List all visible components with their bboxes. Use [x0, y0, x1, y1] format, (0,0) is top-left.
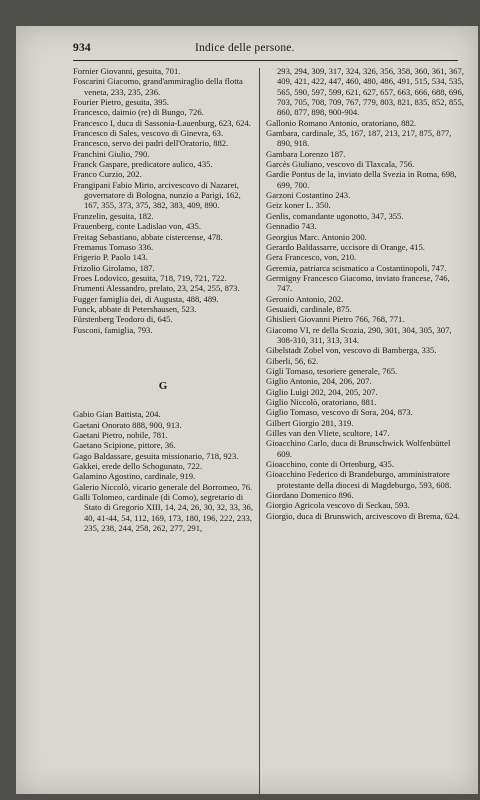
index-entry: Gago Baldassare, gesuita missionario, 718, 923. [73, 450, 239, 461]
index-entry: Gioacchino Federico di Brandeburgo, amministratore protestante della diocesi di Magdeburgo, 593, 608. [266, 469, 452, 490]
index-entry: Garcès Giuliano, vescovo di Tlaxcala, 756. [266, 159, 415, 170]
index-entry: Fornier Giovanni, gesuita, 701. [73, 66, 181, 76]
header-rule [73, 60, 458, 61]
index-entry: Gera Francesco, von, 210. [266, 252, 357, 263]
index-entry: Germigny Francesco Giacomo, inviato francese, 746, 747. [266, 272, 450, 294]
index-entry: Frigerio P. Paolo 143. [73, 252, 148, 263]
entries-g-list [73, 409, 253, 533]
index-entry: Gaetani Onorato 888, 900, 913. [73, 419, 182, 430]
index-entry: Franchini Giulio, 790. [73, 148, 150, 159]
index-entry: Galamino Agostino, cardinale, 919. [73, 471, 196, 482]
index-entry: Giacomo VI, re della Scozia, 290, 301, 304, 305, 307, 308-310, 311, 313, 314. [266, 324, 452, 345]
index-entry: Gerardo Baldassarre, uccisore di Orange, 415. [266, 241, 425, 252]
index-entry: Freitag Sebastiano, abbate cistercense, 478. [73, 231, 223, 242]
index-entry: Ghislieri Giovanni Pietro 766, 768, 771. [266, 314, 405, 325]
index-entry: Geiz koner L. 350. [266, 200, 331, 211]
index-entry: Geronio Antonio, 202. [266, 293, 344, 304]
index-entry: Geremia, patriarca scismatico a Costantinopoli, 747. [266, 262, 447, 273]
index-entry: Frangipani Fabio Mirto, arcivescovo di Nazaret, governatore di Bologna, nunzio a Parigi, 162, 167, 355, 373, 375, 382, 383, 409, 890. [73, 179, 241, 211]
index-entry: Gennadio 743. [266, 221, 317, 232]
index-entry: Genlis, comandante ugonotto, 347, 355. [266, 210, 404, 221]
index-entry: Giorgio, duca di Brunswich, arcivescovo di Brema, 624. [266, 510, 460, 521]
running-title: Indice delle persone. [195, 42, 295, 54]
index-entry: Giglio Antonio, 204, 206, 207. [266, 376, 372, 387]
index-entry: Gakkei, erede dello Schogunato, 722. [73, 461, 203, 471]
entries-f-list [73, 66, 253, 335]
index-entry: Franco Curzio, 202. [73, 169, 142, 180]
book-page [16, 26, 478, 794]
index-entry: Francesco, servo dei padri dell'Oratorio, 882. [73, 138, 229, 149]
index-entry: Funck, abbate di Petershausen, 523. [73, 303, 197, 314]
index-entry: Gilbert Giorgio 281, 319. [266, 417, 354, 428]
index-entry: Gigli Tomaso, tesoriere generale, 765. [266, 365, 398, 376]
index-entry: Galli Tolomeo, cardinale (di Como), segretario di Stato di Gregorio XIII, 14, 24, 26, 30, 32, 33, 36, 40, 41-44, 54, 112, 169, 173, 180, 196, 222, 233, 235, 238, 244, 258, 262, 277, 291, [73, 492, 253, 534]
section-letter-g: G [158, 379, 168, 392]
index-entry: Garzoni Costantino 243. [266, 190, 351, 201]
index-entry: Foscarini Giacomo, grand'ammiraglio della flotta veneta, 233, 235, 236. [73, 76, 243, 97]
entries-right-list [266, 118, 464, 521]
index-entry: Francesco I, duca di Sassonia-Lauenburg, 623, 624. [73, 117, 251, 128]
index-entry: Franzelin, gesuita, 182. [73, 210, 154, 221]
index-entry: Fusconi, famiglia, 793. [73, 324, 153, 335]
index-entry: Frumenti Alessandro, prelato, 23, 254, 255, 873. [73, 283, 240, 294]
index-entry: Gabio Gian Battista, 204. [73, 409, 161, 420]
index-entry: Giglio Luigi 202, 204, 205, 207. [266, 386, 378, 397]
index-entry: Giglio Niccolò, oratoriano, 881. [266, 397, 377, 407]
index-entry: Gioacchino Carlo, duca di Brunschwick Wolfenbüttel 609. [266, 438, 451, 459]
index-entry-continuation: 293, 294, 309, 317, 324, 326, 356, 358, 360, 361, 367, 409, 421, 422, 447, 460, 480, 486, 491, 515, 534, 535, 565, 590, 597, 599, 621, 627, 657, 663, 666, 688, 696, 703, 705, 708, 709, 767, 779, 803, 821, 835, 852, 855, 860, 877, 898, 900-904. [277, 66, 464, 118]
index-entry: Gioacchino, conte di Ortenburg, 435. [266, 459, 394, 470]
index-entry: Francesco, daimio (re) di Bungo, 726. [73, 107, 204, 118]
index-entry: Frizolio Girolamo, 187. [73, 262, 155, 273]
page-number: 934 [73, 42, 91, 54]
left-column [73, 66, 253, 533]
column-divider [259, 68, 260, 798]
index-entry: Gallonio Romano Antonio, oratoriano, 882. [266, 117, 417, 128]
index-entry: Giglio Tomaso, vescovo di Sora, 204, 873. [266, 407, 413, 418]
index-entry: Francesco di Sales, vescovo di Ginevra, 63. [73, 128, 224, 139]
index-entry: Frauenberg, conte Ladislao von, 435. [73, 221, 201, 232]
index-entry: Giordano Domenico 896. [266, 490, 354, 501]
index-entry: Franck Gaspare, predicatore aulico, 435. [73, 159, 213, 170]
right-column [266, 66, 464, 521]
index-entry: Fürstenberg Teodoro di, 645. [73, 314, 173, 325]
index-entry: Gaetani Pietro, nobile, 781. [73, 429, 168, 440]
index-entry: Gambara Lorenzo 187. [266, 148, 346, 159]
index-entry: Gaetano Scipione, pittore, 36. [73, 440, 176, 451]
index-entry: Fugger famiglia dei, di Augusta, 488, 489. [73, 293, 219, 304]
index-entry: Gibelstadt Zobel von, vescovo di Bamberga, 335. [266, 345, 437, 356]
index-entry: Giorgio Agricola vescovo di Seckau, 593. [266, 500, 410, 511]
index-entry: Fourier Pietro, gesuita, 395. [73, 97, 169, 108]
index-entry: Gilles van den Vliete, scultore, 147. [266, 428, 390, 439]
index-entry: Georgius Marc. Antonio 200. [266, 231, 367, 242]
index-entry: Gardie Pontus de la, inviato della Svezia in Roma, 698, 699, 700. [266, 169, 457, 190]
index-entry: Gambara, cardinale, 35, 167, 187, 213, 217, 875, 877, 890, 918. [266, 128, 452, 149]
index-entry: Fremanus Tomaso 336. [73, 241, 154, 252]
index-entry: Froes Lodovico, gesuita, 718, 719, 721, 722. [73, 272, 227, 283]
index-entry: Gesuaidi, cardinale, 875. [266, 303, 352, 314]
index-entry: Giberli, 56, 62. [266, 355, 319, 366]
index-entry: Galerio Niccolò, vicario generale del Borromeo, 76. [73, 481, 253, 492]
